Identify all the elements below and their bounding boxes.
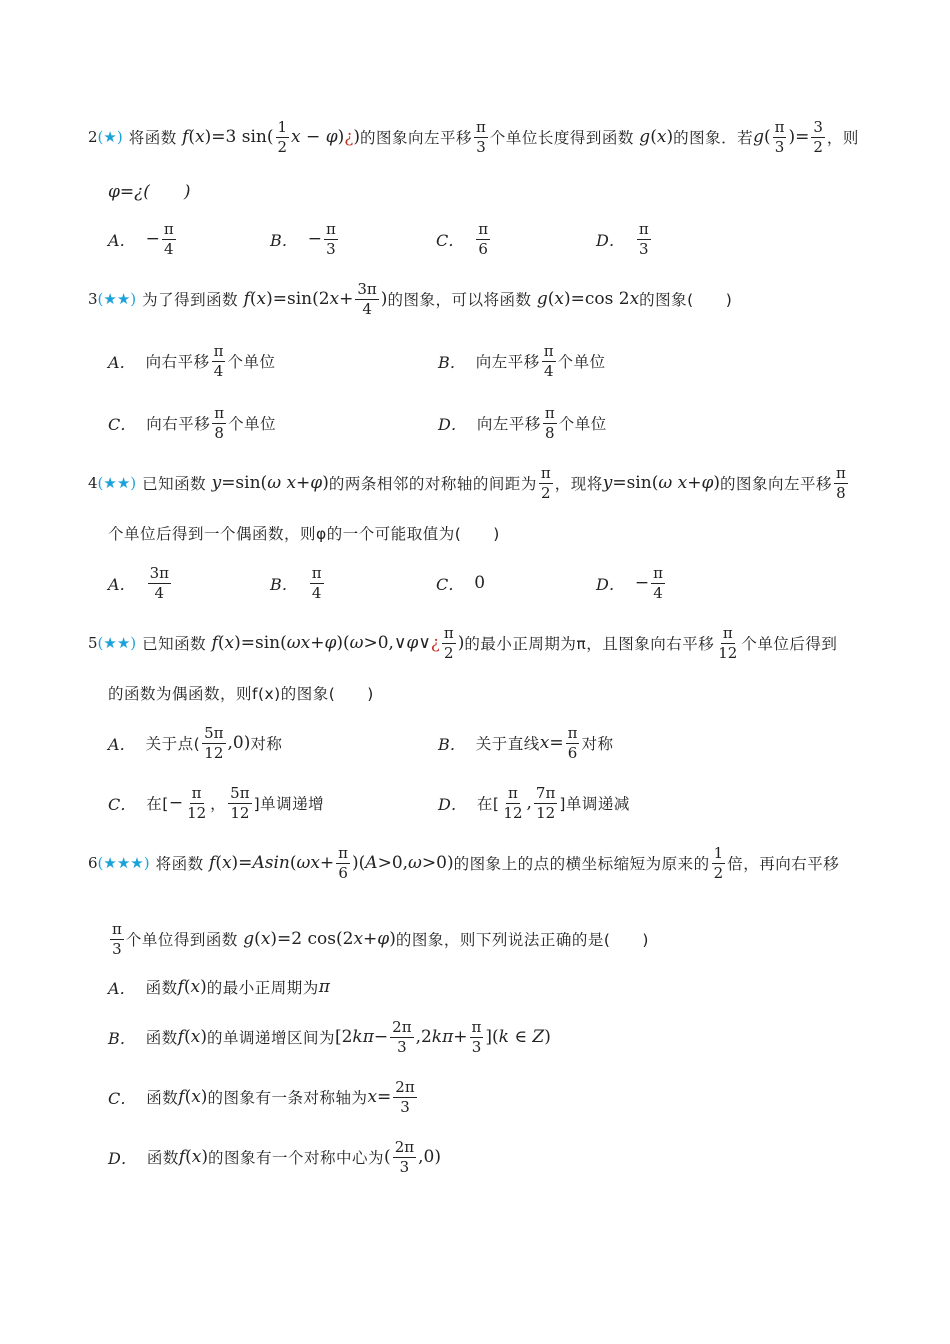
q4-text2: 的两条相邻的对称轴的间距为 <box>328 475 537 493</box>
q5-option-c[interactable]: C． 在[ − $\frac{\pi}{12}$ ， $\frac{5\pi}{12}$ ]单调递增 <box>108 783 325 822</box>
q4-options <box>108 556 864 610</box>
q2-line2 <box>108 162 864 216</box>
q4-line1: 4 (★★) 已知函数 y =sin( ω x + φ ) 的两条相邻的对称轴的间距为 $\frac{\pi}{2}$ ，现将 y =sin( ω x + φ ) 的图象向左平移 $\frac{\pi}{8}$ <box>88 463 846 502</box>
q4-text4: 的图象向左平移 <box>720 475 833 493</box>
q3-options-row1 <box>108 334 864 388</box>
q5-text3: 个单位后得到 <box>741 635 838 653</box>
q6-option-b[interactable]: B． 函数 f ( x ) 的单调递增区间为 [2 kπ − $\frac{2\pi}{3}$ ,2 kπ + $\frac{\pi}{3}$ ]( k ∈ Z ) <box>108 1017 551 1056</box>
q2-option-b[interactable]: B． − $\frac{\pi}{3}$ <box>270 219 336 258</box>
q2-difficulty-stars: (★) <box>97 128 123 146</box>
q2-options <box>108 212 864 266</box>
q4-option-a[interactable]: A． $\frac{3\pi}{4}$ <box>108 563 169 602</box>
q6-option-d[interactable]: D． 函数 f ( x ) 的图象有一个对称中心为 ( $\frac{2\pi}{3}$ ,0) <box>108 1137 441 1176</box>
q3-line1: 3 (★★) 为了得到函数 f ( x )=sin(2 x + $\frac{3\pi}{4}$ ) 的图象，可以将函数 g ( x )=cos 2 x 的图象( ) <box>88 279 733 318</box>
q5-text1: 已知函数 <box>142 635 207 653</box>
q4-option-d[interactable]: D． − $\frac{\pi}{4}$ <box>596 563 663 602</box>
q6-text3: 倍，再向右平移 <box>727 855 840 873</box>
q4-option-b[interactable]: B． $\frac{\pi}{4}$ <box>270 563 322 602</box>
q5-difficulty-stars: (★★) <box>97 634 137 652</box>
q5-option-a[interactable]: A． 关于点( $\frac{5\pi}{12}$ ,0) 对称 <box>108 723 283 762</box>
q6-text2: 的图象上的点的横坐标缩短为原来的 <box>453 855 710 873</box>
q3-text1: 为了得到函数 <box>142 291 239 309</box>
q2-text1: 将函数 <box>128 129 177 147</box>
q6-line2: $\frac{\pi}{3}$ 个单位得到函数 g ( x )=2 cos(2 x + φ ) 的图象，则下列说法正确的是( ) <box>112 919 649 958</box>
q2-text2: 的图象向左平移 <box>360 129 473 147</box>
q2-line2-text: φ=¿( ) <box>108 181 191 202</box>
q5-options-row1 <box>108 716 864 770</box>
q6-line1: 6 (★★★) 将函数 f ( x )= Asin ( ωx + $\frac{\pi}{6}$ )( A >0, ω >0) 的图象上的点的横坐标缩短为原来的 $\frac{1}{2}$ 倍，再向右平移 <box>88 843 840 882</box>
q2-line1: 2 (★) 将函数 f ( x )=3 sin( $\frac{1}{2}$ x − φ ) ¿ ) 的图象向左平移 $\frac{\pi}{3}$ 个单位长度得到函数 g ( x ) 的图象．若 g ( $\frac{\pi}{3}$ )= $\frac{3}{2}$ ，则 <box>88 117 859 156</box>
q4-line2 <box>108 506 864 560</box>
q3-option-c[interactable]: C． 向右平移 $\frac{\pi}{8}$ 个单位 <box>108 403 277 442</box>
q6-line2b: 的图象，则下列说法正确的是( ) <box>395 931 649 949</box>
q2-option-a[interactable]: A． − $\frac{\pi}{4}$ <box>108 219 174 258</box>
q6-number: 6 <box>88 854 98 872</box>
q5-text2: 的最小正周期为π，且图象向右平移 <box>464 635 715 653</box>
q6-difficulty-stars: (★★★) <box>97 854 150 872</box>
q2-option-c[interactable]: C． $\frac{\pi}{6}$ <box>436 219 489 258</box>
q6-line2a: 个单位得到函数 <box>125 931 238 949</box>
q2-number: 2 <box>88 128 98 146</box>
q6-option-c[interactable]: C． 函数 f ( x ) 的图象有一条对称轴为 x = $\frac{2\pi}{3}$ <box>108 1077 415 1116</box>
q3-difficulty-stars: (★★) <box>97 290 137 308</box>
q3-text3: 的图象( ) <box>639 291 733 309</box>
q4-text1: 已知函数 <box>142 475 207 493</box>
q3-option-d[interactable]: D． 向左平移 $\frac{\pi}{8}$ 个单位 <box>438 403 607 442</box>
q4-line2-text: 个单位后得到一个偶函数，则φ的一个可能取值为( ) <box>108 525 500 543</box>
q5-number: 5 <box>88 634 98 652</box>
fraction: $\frac{\pi}{3}$ <box>476 117 486 156</box>
q3-option-b[interactable]: B． 向左平移 $\frac{\pi}{4}$ 个单位 <box>438 341 606 380</box>
fraction: $\frac{\pi}{3}$ <box>774 117 785 156</box>
q2-text4: 的图象．若 <box>673 129 754 147</box>
q2-option-d[interactable]: D． $\frac{\pi}{3}$ <box>596 219 649 258</box>
q4-option-c[interactable]: C． 0 <box>436 573 486 594</box>
fraction: $\frac{1}{2}$ <box>277 117 288 156</box>
q5-option-b[interactable]: B． 关于直线 x = $\frac{\pi}{6}$ 对称 <box>438 723 614 762</box>
q3-options-row2 <box>108 396 864 450</box>
q5-line2 <box>108 666 864 720</box>
q5-options-row2 <box>108 776 864 830</box>
q5-line2-text: 的函数为偶函数，则f(x)的图象( ) <box>108 685 374 703</box>
q4-difficulty-stars: (★★) <box>97 474 137 492</box>
q4-text3: ，现将 <box>554 475 603 493</box>
q3-number: 3 <box>88 290 98 308</box>
q3-option-a[interactable]: A． 向右平移 $\frac{\pi}{4}$ 个单位 <box>108 341 276 380</box>
q6-text1: 将函数 <box>155 855 204 873</box>
q5-line1: 5 (★★) 已知函数 f ( x )=sin( ωx + φ )( ω >0,∨ φ ∨ ¿ $\frac{\pi}{2}$ ) 的最小正周期为π，且图象向右平移 $\frac{\pi}{12}$ 个单位后得到 <box>88 623 838 662</box>
q2-text5: ，则 <box>826 129 859 147</box>
q4-number: 4 <box>88 474 98 492</box>
q3-text2: 的图象，可以将函数 <box>387 291 532 309</box>
q2-text3: 个单位长度得到函数 <box>489 129 634 147</box>
q6-option-a[interactable]: A． 函数 f ( x ) 的最小正周期为 π <box>108 977 330 998</box>
q5-option-d[interactable]: D． 在[ $\frac{\pi}{12}$ , $\frac{7\pi}{12}$ ]单调递减 <box>438 783 630 822</box>
fraction: $\frac{3}{2}$ <box>813 117 823 156</box>
